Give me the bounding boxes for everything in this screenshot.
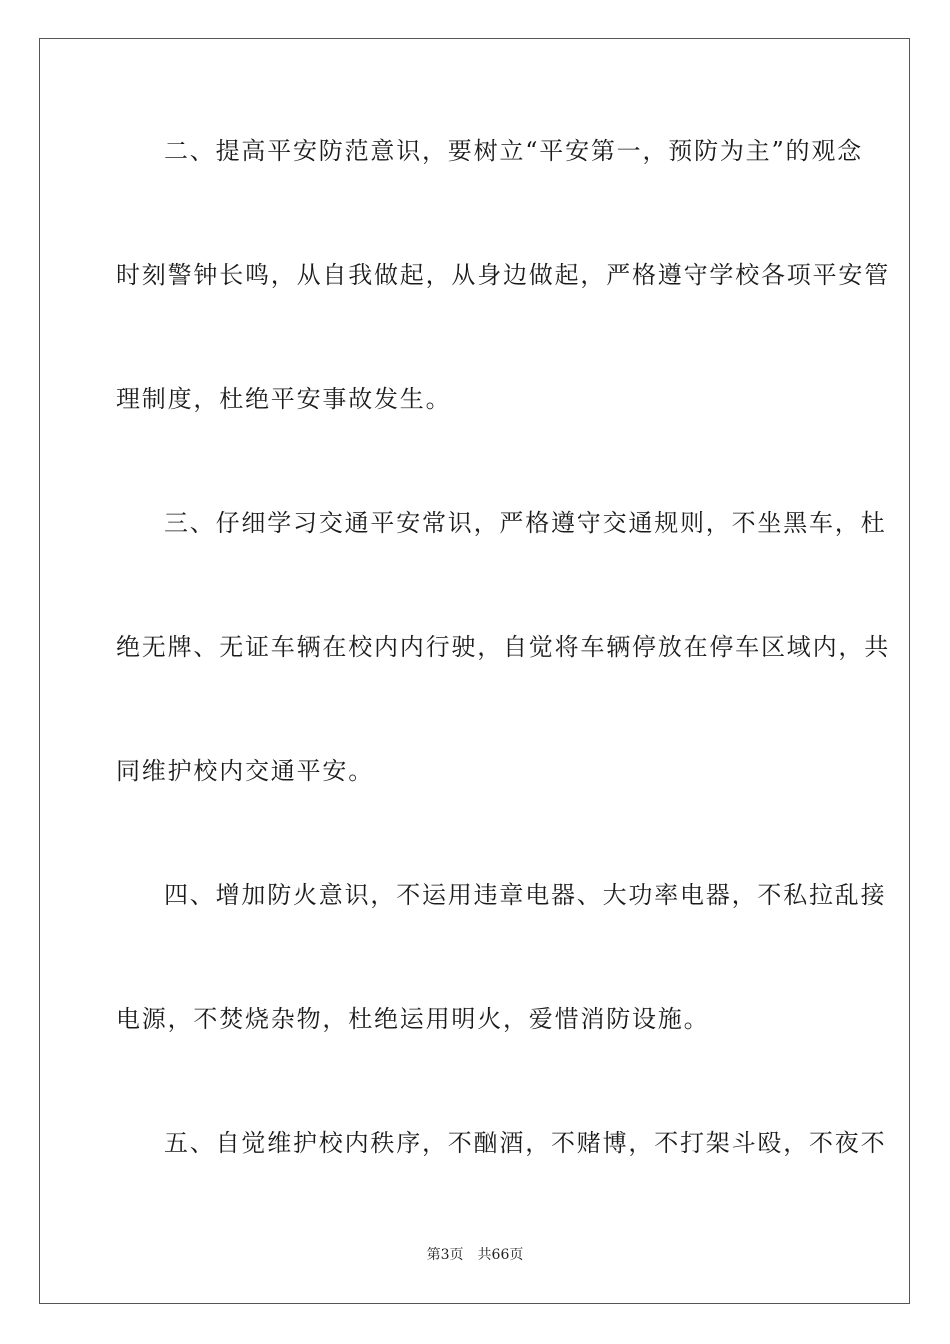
text-line: 五、自觉维护校内秩序，不酗酒，不赌博，不打架斗殴，不夜不 xyxy=(164,1129,887,1157)
page-frame xyxy=(39,38,910,1304)
page-total: 共66页 xyxy=(477,1247,524,1263)
text-line: 二、提高平安防范意识，要树立“平安第一，预防为主”的观念 xyxy=(164,137,863,165)
text-line: 四、增加防火意识，不运用违章电器、大功率电器，不私拉乱接 xyxy=(164,881,887,909)
text-line: 理制度，杜绝平安事故发生。 xyxy=(116,385,452,413)
text-line: 电源，不焚烧杂物，杜绝运用明火，爱惜消防设施。 xyxy=(116,1005,710,1033)
page-number: 第3页 xyxy=(426,1247,464,1263)
text-line: 时刻警钟长鸣，从自我做起，从身边做起，严格遵守学校各项平安管 xyxy=(116,261,890,289)
text-line: 同维护校内交通平安。 xyxy=(116,757,374,785)
text-line: 三、仔细学习交通平安常识，严格遵守交通规则，不坐黑车，杜 xyxy=(164,509,887,537)
text-line: 绝无牌、无证车辆在校内内行驶，自觉将车辆停放在停车区域内，共 xyxy=(116,633,890,661)
page-footer xyxy=(0,1246,950,1264)
